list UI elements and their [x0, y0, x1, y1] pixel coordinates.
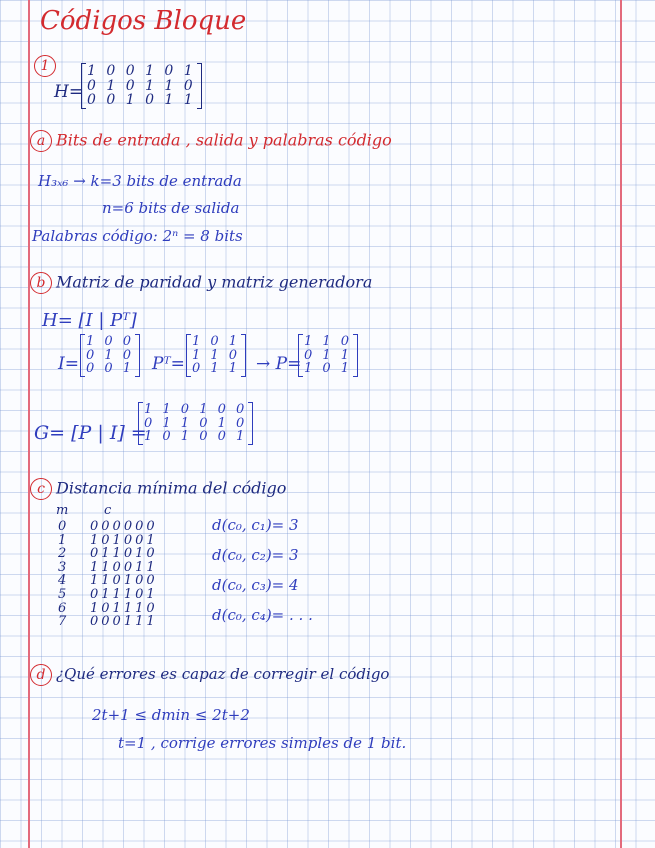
pt-matrix: 1 0 1 1 1 0 0 1 1	[186, 334, 246, 377]
g-matrix: 1 1 0 1 0 0 0 1 1 0 1 0 1 0 1 0 0 1	[138, 402, 253, 445]
section-d-heading: d ¿Qué errores es capaz de corregir el código	[30, 664, 389, 686]
distance-2: d(c₀, c₂)= 3	[212, 546, 299, 564]
p-matrix: 1 1 0 0 1 1 1 0 1	[298, 334, 358, 377]
distance-3: d(c₀, c₃)= 4	[212, 576, 299, 594]
distance-1: d(c₀, c₁)= 3	[212, 516, 299, 534]
section-a-line-3: Palabras código: 2ⁿ = 8 bits	[32, 227, 243, 245]
h-decomposition: H= [I | Pᵀ]	[42, 310, 137, 331]
pt-label: Pᵀ=	[152, 354, 185, 374]
section-a-line-2: n=6 bits de salida	[102, 199, 240, 217]
h-matrix-label: H=	[54, 82, 84, 102]
h-matrix: 1 0 0 1 0 1 0 1 0 1 1 0 0 0 1 0 1 1	[81, 63, 202, 109]
margin-line-left	[28, 0, 30, 848]
identity-matrix: 1 0 0 0 1 0 0 0 1	[80, 334, 140, 377]
c-column: 000000 101001 011010 110011 110100 011101 101110 000111	[90, 519, 158, 630]
m-column-header: m	[56, 503, 69, 518]
section-d-line-1: 2t+1 ≤ dmin ≤ 2t+2	[92, 706, 250, 724]
c-column-header: c	[104, 503, 112, 518]
margin-line-right	[620, 0, 622, 848]
section-d-line-2: t=1 , corrige errores simples de 1 bit.	[118, 734, 407, 752]
section-1-marker: 1	[34, 55, 60, 77]
section-a-heading: a Bits de entrada , salida y palabras código	[30, 130, 392, 152]
p-label: → P=	[256, 354, 302, 374]
identity-label: I=	[58, 354, 79, 374]
section-c-heading: c Distancia mínima del código	[30, 478, 286, 500]
page-title: Códigos Bloque	[40, 6, 247, 36]
section-b-heading: b Matriz de paridad y matriz generadora	[30, 272, 372, 294]
g-label: G= [P | I] =	[34, 422, 147, 444]
section-a-line-1: H₃ₓ₆ → k=3 bits de entrada	[38, 172, 242, 190]
distance-4: d(c₀, c₄)= . . .	[212, 606, 313, 624]
m-column: 0 1 2 3 4 5 6 7	[58, 519, 70, 630]
